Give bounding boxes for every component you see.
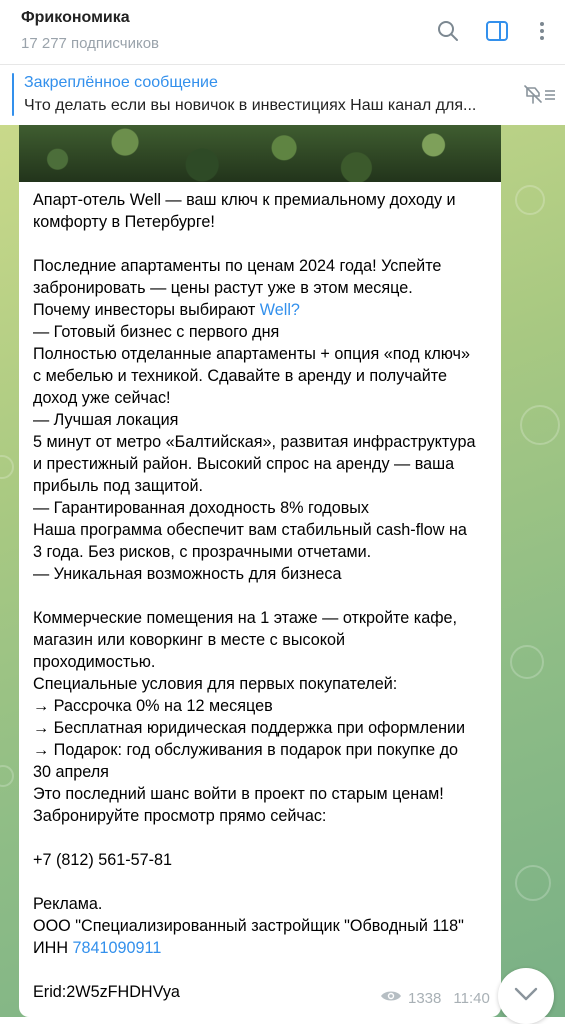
message-line (33, 783, 493, 805)
scroll-down-button[interactable] (498, 968, 554, 1024)
message-text-span: комфорту в Петербурге! (33, 213, 215, 231)
message-line (33, 387, 493, 409)
message-line (33, 277, 493, 299)
message-text-span: Почему инвесторы выбирают (33, 301, 260, 319)
more-vertical-icon[interactable] (527, 14, 557, 48)
message-line (33, 761, 493, 783)
message-line (33, 717, 493, 739)
message-link[interactable]: Well? (259, 301, 300, 319)
message-text-span: 3 года. Без рисков, с прозрачными отчетами. (33, 543, 372, 561)
message-text-span: проходимостью. (33, 653, 156, 671)
message-text-span: Последние апартаменты по ценам 2024 года! Успейте (33, 257, 442, 275)
message-text-span: Полностью отделанные апартаменты + опция «под ключ» (33, 345, 470, 363)
message-text-span: Апарт-отель Well — ваш ключ к премиальному доходу и (33, 191, 456, 209)
message-text-span: забронировать — цены растут уже в этом месяце. (33, 279, 413, 297)
message-line (33, 431, 493, 453)
message-line (33, 915, 493, 937)
message-text-span: — Готовый бизнес с первого дня (33, 323, 280, 341)
message-text-span: 30 апреля (33, 763, 109, 781)
search-icon[interactable] (433, 14, 463, 48)
message-line (33, 893, 493, 915)
message-text-span: и престижный район. Высокий спрос на аренду — ваша (33, 455, 455, 473)
message-line (33, 871, 493, 893)
message-line (33, 233, 493, 255)
message-text-span: ИНН (33, 939, 73, 957)
message-line (33, 475, 493, 497)
message-line (33, 607, 493, 629)
message-line (33, 519, 493, 541)
message-line (33, 343, 493, 365)
pinned-message-bar[interactable] (0, 64, 565, 124)
message-text-span: магазин или коворкинг в месте с высокой (33, 631, 346, 649)
message-text-span: ООО "Специализированный застройщик "Обводный 118" (33, 917, 464, 935)
message-text-span: — Лучшая локация (33, 411, 179, 429)
views-icon (380, 989, 402, 1007)
channel-title[interactable]: Фрикономика (21, 9, 130, 26)
message-line (33, 365, 493, 387)
message-text-span: → Бесплатная юридическая поддержка при оформлении (33, 719, 466, 737)
message-line (33, 805, 493, 827)
message-text-span: Наша программа обеспечит вам стабильный cash-flow на (33, 521, 467, 539)
message-text (33, 189, 493, 1003)
message-text-span: Erid:2W5zFHDHVya (33, 983, 180, 1001)
message-line (33, 651, 493, 673)
message-text-span: → Рассрочка 0% на 12 месяцев (33, 697, 273, 715)
message-link[interactable]: 7841090911 (72, 939, 162, 957)
message-line (33, 541, 493, 563)
message-line (33, 563, 493, 585)
message-text-span: с мебелью и техникой. Сдавайте в аренду и получайте (33, 367, 448, 385)
message-line (33, 849, 493, 871)
message-line (33, 937, 493, 959)
view-count: 1338 (408, 989, 442, 1007)
message-line (33, 959, 493, 981)
message-line (33, 299, 493, 321)
message-time: 11:40 (453, 989, 490, 1007)
chevron-down-icon (513, 986, 539, 1007)
pinned-title: Закреплённое сообщение (24, 74, 218, 91)
message-text-span: доход уже сейчас! (33, 389, 171, 407)
message-line (33, 189, 493, 211)
message-line (33, 453, 493, 475)
sidebar-toggle-icon[interactable] (482, 14, 512, 48)
message-line (33, 695, 493, 717)
message-text-span: Специальные условия для первых покупателей: (33, 675, 398, 693)
message-photo[interactable] (19, 125, 501, 182)
message-line (33, 497, 493, 519)
message-line (33, 255, 493, 277)
message-line (33, 673, 493, 695)
message-text-span: — Уникальная возможность для бизнеса (33, 565, 342, 583)
message-text-span: Коммерческие помещения на 1 этаже — откройте кафе, (33, 609, 458, 627)
message-line (33, 827, 493, 849)
message-text-span: прибыль под защитой. (33, 477, 204, 495)
message-line (33, 211, 493, 233)
message-line (33, 585, 493, 607)
message-line (33, 629, 493, 651)
message-text-span: — Гарантированная доходность 8% годовых (33, 499, 370, 517)
subscriber-count: 17 277 подписчиков (21, 35, 160, 52)
chat-header (0, 0, 565, 64)
message-text-span: → Подарок: год обслуживания в подарок при покупке до (33, 741, 459, 759)
message-line (33, 739, 493, 761)
message-text-span: Забронируйте просмотр прямо сейчас: (33, 807, 327, 825)
message-meta (380, 987, 490, 1009)
pinned-indicator (12, 73, 14, 116)
message-text-span: 5 минут от метро «Балтийская», развитая инфраструктура (33, 433, 476, 451)
message-text-span: Реклама. (33, 895, 103, 913)
message-line (33, 321, 493, 343)
message-line (33, 409, 493, 431)
unpin-icon[interactable] (520, 80, 560, 110)
pinned-text: Что делать если вы новичок в инвестициях Наш канал для... (24, 97, 477, 114)
message-text-span: +7 (812) 561-57-81 (33, 851, 173, 869)
message-text-span: Это последний шанс войти в проект по старым ценам! (33, 785, 444, 803)
